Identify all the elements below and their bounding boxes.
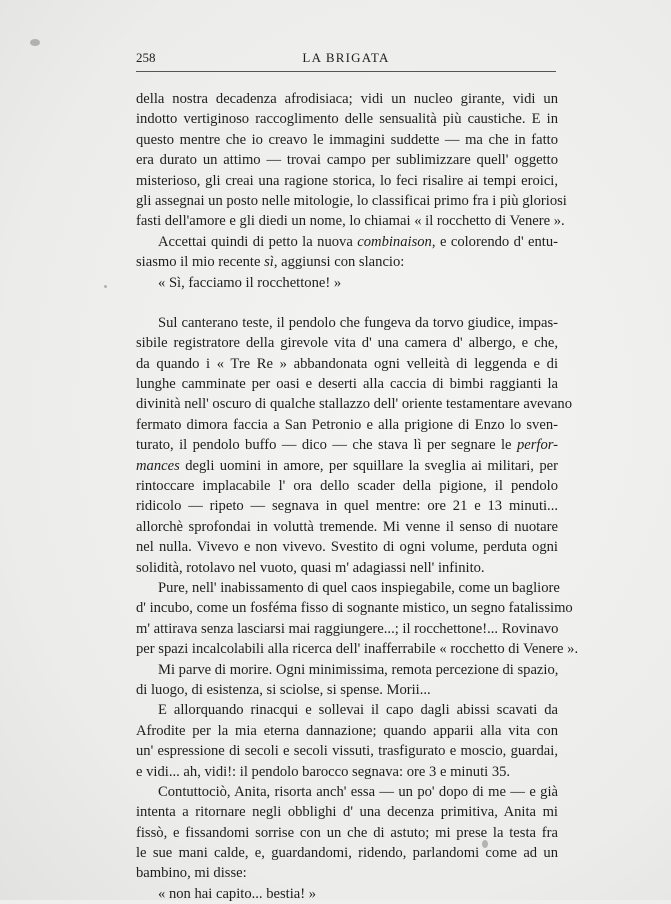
text-line: fissò, e fissandomi sorrise con un che di astuto; mi prese la testa fra [136,824,558,841]
paragraph [136,232,558,273]
text-line: E allorquando rinacqui e sollevai il capo dagli abissi scavati da [158,702,558,719]
text-line: solidità, rotolavo nel vuoto, quasi m' adagiassi nell' infinito. [136,559,485,576]
paragraph [136,660,558,701]
paper-speck [104,285,107,288]
text-line: un' espressione di secoli e secoli vissuti, trasfigurato e moscio, guardai, [136,743,558,760]
text-line: Contuttociò, Anita, risorta anch' essa — un po' dopo di me — e già [158,783,558,800]
text-line: fasti dell'amore e gli diedi un nome, lo chiamai « il rocchetto di Venere ». [136,213,565,230]
text-line: da quando i « Tre Re » abbandonata ogni velleità di leggenda e di [136,355,558,372]
text-line: siasmo il mio recente sì, aggiunsi con slancio: [136,254,405,271]
text-line: Afrodite per la mia eterna dannazione; quando apparii alla vita con [136,722,558,739]
text-line: d' incubo, come un fosféma fisso di sognante mistico, un segno fatalissimo [136,600,573,617]
paragraph [136,273,558,293]
text-line: m' attirava senza lasciarsi mai raggiungere...; il rocchettone!... Rovinavo [136,620,559,637]
text-line: Sul canterano teste, il pendolo che fungeva da torvo giudice, impas- [158,314,558,331]
text-line: sibile registratore della girevole vita d' una camera d' albergo, e che, [136,335,558,352]
text-line: per spazi incalcolabili alla ricerca dell' inafferrabile « rocchetto di Venere ». [136,641,579,658]
text-line: mances degli uomini in amore, per squillare la sveglia ai militari, per [136,457,558,474]
text-line: della nostra decadenza afrodisiaca; vidi un nucleo girante, vidi un [136,91,558,107]
text-line: divinità nell' oscuro di qualche stallazzo dell' oriente testamentare avevano [136,396,573,413]
page-header [136,50,556,70]
text-line: questo mentre che io creavo le immagini suddette — ma che in fatto [136,131,558,148]
paragraph [136,782,558,884]
text-line: gli assegnai un posto nelle mitologie, lo classificai primo fra i più gloriosi [136,192,567,209]
text-line: era durato un attimo — trovai campo per sublimizzare quell' oggetto [136,152,558,169]
text-line: e vidi... ah, vidi!: il pendolo barocco segnava: ore 3 e minuti 35. [136,763,511,780]
running-title: LA BRIGATA [302,50,390,65]
text-line: « Sì, facciamo il rocchettone! » [158,274,342,291]
paper-speck [30,39,40,46]
text-line: ridicolo — ripeto — segnava in quel mentre: ore 21 e 13 minuti... [136,498,558,515]
text-line: indotto vertiginoso raccoglimento delle sensualità più caustiche. E in [136,111,558,128]
text-line: nel nulla. Vivevo e non vivevo. Svestito di ogni volume, perduta ogni [136,539,558,556]
text-line: Pure, nell' inabissamento di quel caos inspiegabile, come un bagliore [158,579,560,596]
header-rule [136,71,556,72]
page-number: 258 [136,50,156,65]
section-break [136,293,558,313]
text-line: misterioso, gli creai una ragione storica, lo feci risalire ai tempi eroici, [136,172,558,189]
paragraph [136,884,558,904]
text-line: fermato dimora faccia a San Petronio e alla prigione di Enzo lo sven- [136,416,558,433]
text-line: intenta a ritornare negli obblighi d' una decenza primitiva, Anita mi [136,804,558,821]
paragraph [136,700,558,782]
paragraph [136,578,579,660]
text-line: Accettai quindi di petto la nuova combinaison, e colorendo d' entu- [158,233,558,250]
text-line: allorchè sprofondai in voluttà tremende. Mi venne il senso di nuotare [136,518,558,535]
text-line: Mi parve di morire. Ogni minimissima, remota percezione di spazio, [158,661,559,678]
text-line: rintoccare implacabile l' ora dello scader della pigione, il pendolo [136,478,558,495]
italic-text: combinaison [357,233,432,250]
body-text [136,89,579,904]
italic-text: sì [264,254,274,271]
text-line: bambino, mi disse: [136,865,247,882]
text-line: di luogo, di esistenza, si sciolse, si spense. Morii... [136,681,431,698]
italic-text: perfor- [516,437,558,454]
text-line: le sue mani calde, e, guardandomi, ridendo, parlandomi come ad un [136,845,558,862]
text-line: lunghe camminate per oasi e deserti alla caccia di bimbi raggianti la [136,376,558,393]
text-line: « non hai capito... bestia! » [158,885,317,902]
text-line: turato, il pendolo buffo — dico — che stava lì per segnare le perfor- [136,437,558,454]
paragraph [136,89,567,232]
italic-text: mances [136,457,180,474]
paragraph [136,313,573,578]
